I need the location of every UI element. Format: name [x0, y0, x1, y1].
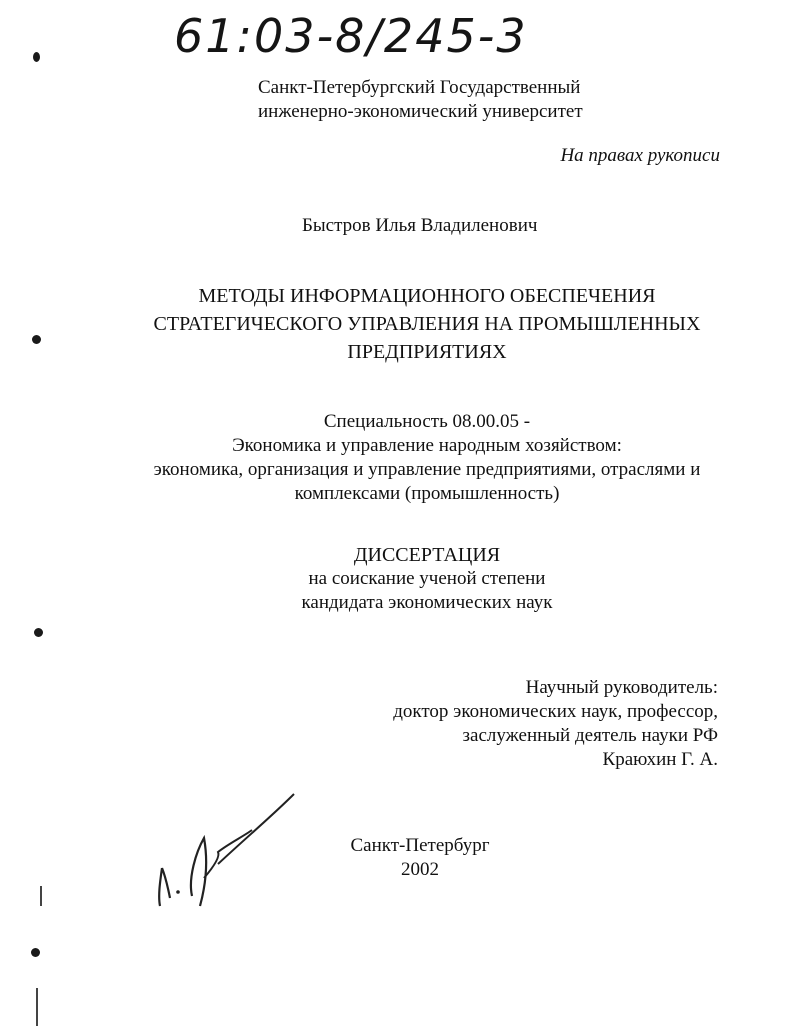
scan-edge-line-2 [36, 988, 38, 1026]
supervisor-block [393, 676, 718, 772]
specialty-line-1: Специальность 08.00.05 - [323, 411, 531, 432]
scan-punch-mark-3 [34, 628, 43, 637]
handwritten-signature [148, 786, 308, 916]
specialty-line-4: комплексами (промышленность) [294, 483, 560, 504]
rights-note: На правах рукописи [560, 145, 720, 166]
supervisor-degree: доктор экономических наук, профессор, [393, 701, 718, 722]
scan-edge-line-1 [40, 886, 42, 906]
degree-block [100, 543, 754, 615]
year: 2002 [401, 859, 439, 880]
scan-punch-mark-1 [33, 52, 40, 62]
author-name: Быстров Илья Владиленович [302, 215, 538, 236]
degree-line-2: кандидата экономических наук [301, 592, 553, 613]
city: Санкт-Петербург [350, 835, 490, 856]
degree-line-1: на соискание ученой степени [308, 568, 546, 589]
dissertation-title [100, 282, 754, 366]
university-line-1: Санкт-Петербургский Государственный [258, 77, 581, 98]
scan-punch-mark-2 [32, 335, 41, 344]
title-line-1: МЕТОДЫ ИНФОРМАЦИОННОГО ОБЕСПЕЧЕНИЯ [198, 285, 656, 307]
specialty-block [100, 410, 754, 506]
university-name [258, 76, 678, 124]
title-line-3: ПРЕДПРИЯТИЯХ [347, 341, 507, 363]
scan-punch-mark-4 [31, 948, 40, 957]
place-and-year [300, 834, 540, 882]
handwritten-archive-code [170, 6, 570, 64]
supervisor-label: Научный руководитель: [525, 677, 718, 698]
handwritten-code-text: 61:03-8/245-3 [174, 9, 528, 63]
specialty-line-2: Экономика и управление народным хозяйством: [232, 435, 622, 456]
dissertation-heading: ДИССЕРТАЦИЯ [353, 544, 501, 566]
supervisor-name: Краюхин Г. А. [602, 749, 718, 770]
university-line-2: инженерно-экономический университет [258, 101, 583, 122]
specialty-line-3: экономика, организация и управление предприятиями, отраслями и [153, 459, 701, 480]
title-line-2: СТРАТЕГИЧЕСКОГО УПРАВЛЕНИЯ НА ПРОМЫШЛЕННЫХ [153, 313, 701, 335]
supervisor-honor: заслуженный деятель науки РФ [462, 725, 718, 746]
